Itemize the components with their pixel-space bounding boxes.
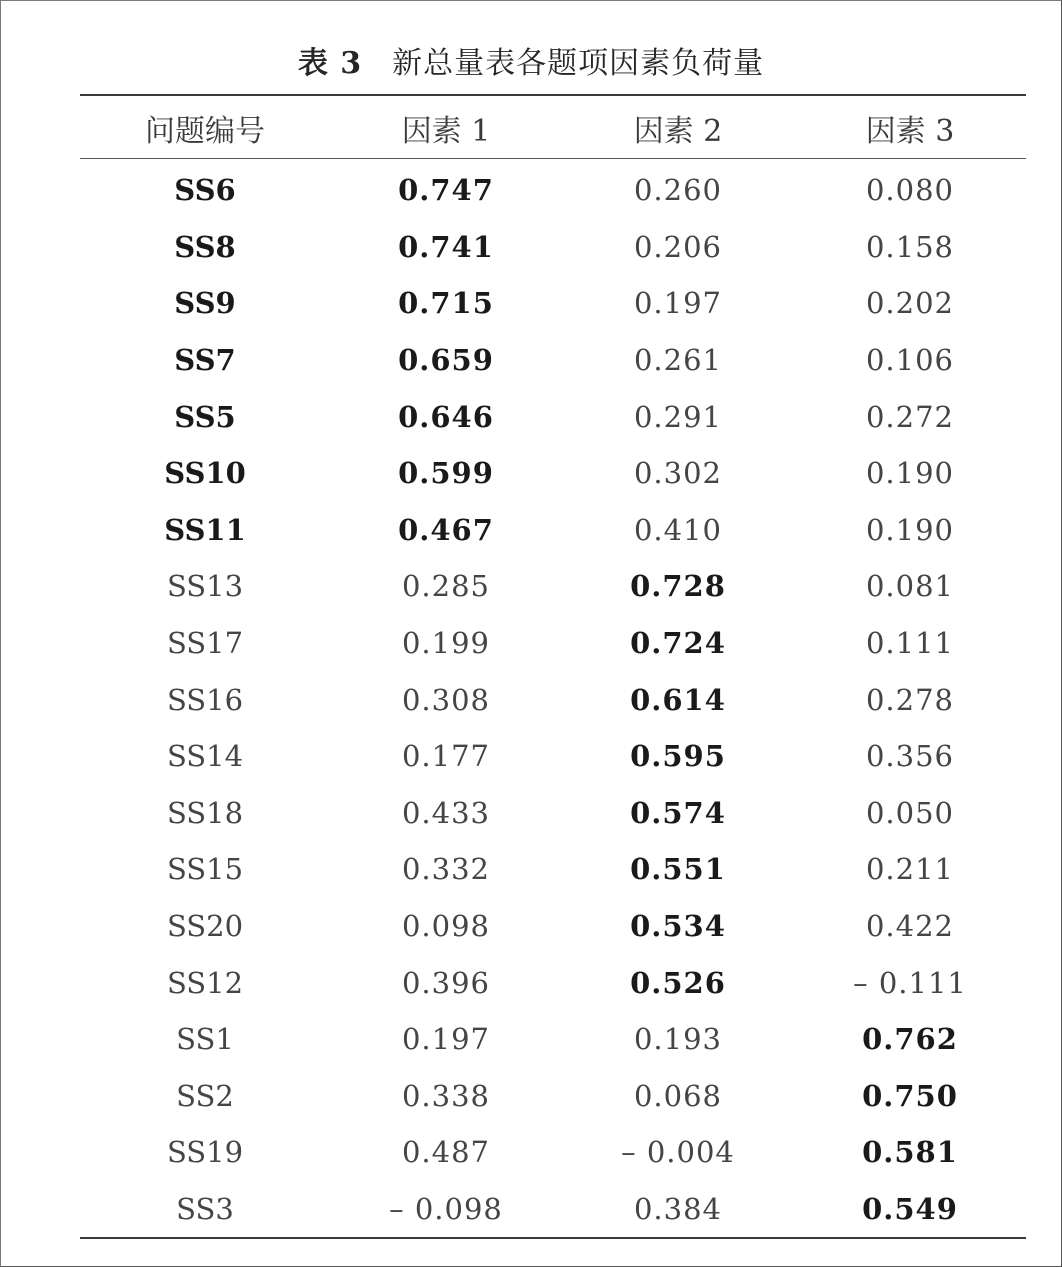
factor-1-cell: 0.396: [401, 965, 491, 1000]
factor-1-cell: 0.197: [401, 1022, 491, 1057]
question-id-cell: SS10: [164, 456, 246, 491]
table-row: [80, 728, 1026, 785]
factor-2-cell: 0.410: [633, 512, 723, 547]
question-id-cell: SS18: [166, 795, 244, 830]
table-caption: [0, 38, 1062, 82]
table-row: [80, 219, 1026, 276]
factor-2-cell: 0.260: [633, 173, 723, 208]
factor-3-cell: 0.080: [865, 173, 955, 208]
table-row: [80, 1181, 1026, 1238]
question-id-cell: SS12: [166, 965, 244, 1000]
table-row: [80, 785, 1026, 842]
table-row: [80, 558, 1026, 615]
table-header: [80, 104, 1026, 152]
table-label: 表 3: [297, 46, 363, 81]
factor-3-cell: 0.422: [865, 909, 955, 944]
factor-2-cell: 0.595: [630, 739, 726, 774]
table-row: [80, 615, 1026, 672]
question-id-cell: SS17: [166, 626, 244, 661]
table-row: [80, 388, 1026, 445]
header-question-id: 问题编号: [145, 114, 265, 149]
factor-1-cell: 0.199: [401, 626, 491, 661]
factor-3-cell: 0.750: [862, 1078, 958, 1113]
factor-1-cell: 0.487: [401, 1135, 491, 1170]
factor-3-cell: 0.111: [865, 626, 955, 661]
factor-2-cell: 0.551: [630, 852, 726, 887]
factor-3-cell: 0.081: [865, 569, 955, 604]
question-id-cell: SS9: [174, 286, 236, 321]
factor-3-cell: 0.581: [862, 1135, 958, 1170]
factor-1-cell: 0.308: [401, 682, 491, 717]
table-row: [80, 898, 1026, 955]
factor-1-cell: 0.715: [398, 286, 494, 321]
bottom-rule: [80, 1237, 1026, 1239]
factor-2-cell: 0.526: [630, 965, 726, 1000]
factor-2-cell: 0.068: [633, 1078, 723, 1113]
question-id-cell: SS15: [166, 852, 244, 887]
factor-1-cell: 0.285: [401, 569, 491, 604]
question-id-cell: SS7: [174, 343, 236, 378]
table-row: [80, 275, 1026, 332]
question-id-cell: SS8: [174, 229, 236, 264]
factor-2-cell: 0.197: [633, 286, 723, 321]
factor-2-cell: 0.724: [630, 626, 726, 661]
factor-2-cell: 0.534: [630, 909, 726, 944]
factor-1-cell: – 0.098: [389, 1191, 503, 1226]
question-id-cell: SS5: [174, 399, 236, 434]
table-row: [80, 1124, 1026, 1181]
question-id-cell: SS11: [164, 512, 246, 547]
question-id-cell: SS1: [176, 1022, 234, 1057]
table-row: [80, 445, 1026, 502]
top-rule: [80, 94, 1026, 96]
factor-1-cell: 0.741: [398, 229, 494, 264]
factor-3-cell: 0.211: [865, 852, 955, 887]
table-row: [80, 671, 1026, 728]
factor-3-cell: 0.190: [865, 512, 955, 547]
factor-3-cell: – 0.111: [853, 965, 967, 1000]
factor-1-cell: 0.599: [398, 456, 494, 491]
factor-1-cell: 0.177: [401, 739, 491, 774]
factor-3-cell: 0.356: [865, 739, 955, 774]
table-row: [80, 332, 1026, 389]
question-id-cell: SS13: [166, 569, 244, 604]
factor-2-cell: 0.291: [633, 399, 723, 434]
factor-2-cell: 0.574: [630, 795, 726, 830]
header-factor-3: 因素 3: [865, 114, 955, 149]
factor-2-cell: – 0.004: [621, 1135, 735, 1170]
factor-3-cell: 0.272: [865, 399, 955, 434]
question-id-cell: SS20: [166, 909, 244, 944]
question-id-cell: SS2: [176, 1078, 234, 1113]
table-row: [80, 841, 1026, 898]
header-factor-1: 因素 1: [401, 114, 491, 149]
factor-1-cell: 0.747: [398, 173, 494, 208]
factor-1-cell: 0.467: [398, 512, 494, 547]
factor-2-cell: 0.302: [633, 456, 723, 491]
header-rule: [80, 158, 1026, 159]
factor-1-cell: 0.338: [401, 1078, 491, 1113]
question-id-cell: SS19: [166, 1135, 244, 1170]
table-row: [80, 1068, 1026, 1125]
question-id-cell: SS14: [166, 739, 244, 774]
question-id-cell: SS16: [166, 682, 244, 717]
table-body: [80, 162, 1026, 1237]
factor-1-cell: 0.332: [401, 852, 491, 887]
table-row: [80, 162, 1026, 219]
factor-2-cell: 0.728: [630, 569, 726, 604]
factor-1-cell: 0.659: [398, 343, 494, 378]
factor-3-cell: 0.158: [865, 229, 955, 264]
factor-1-cell: 0.646: [398, 399, 494, 434]
factor-3-cell: 0.202: [865, 286, 955, 321]
factor-3-cell: 0.762: [862, 1022, 958, 1057]
factor-2-cell: 0.193: [633, 1022, 723, 1057]
table-row: [80, 502, 1026, 559]
header-factor-2: 因素 2: [633, 114, 723, 149]
table-row: [80, 1011, 1026, 1068]
factor-3-cell: 0.106: [865, 343, 955, 378]
factor-3-cell: 0.278: [865, 682, 955, 717]
question-id-cell: SS6: [174, 173, 236, 208]
factor-3-cell: 0.549: [862, 1191, 958, 1226]
table-row: [80, 954, 1026, 1011]
factor-2-cell: 0.206: [633, 229, 723, 264]
table-title: 新总量表各题项因素负荷量: [392, 46, 765, 81]
factor-1-cell: 0.433: [401, 795, 491, 830]
factor-2-cell: 0.261: [633, 343, 723, 378]
question-id-cell: SS3: [176, 1191, 234, 1226]
factor-3-cell: 0.050: [865, 795, 955, 830]
factor-1-cell: 0.098: [401, 909, 491, 944]
factor-3-cell: 0.190: [865, 456, 955, 491]
factor-2-cell: 0.614: [630, 682, 726, 717]
factor-2-cell: 0.384: [633, 1191, 723, 1226]
